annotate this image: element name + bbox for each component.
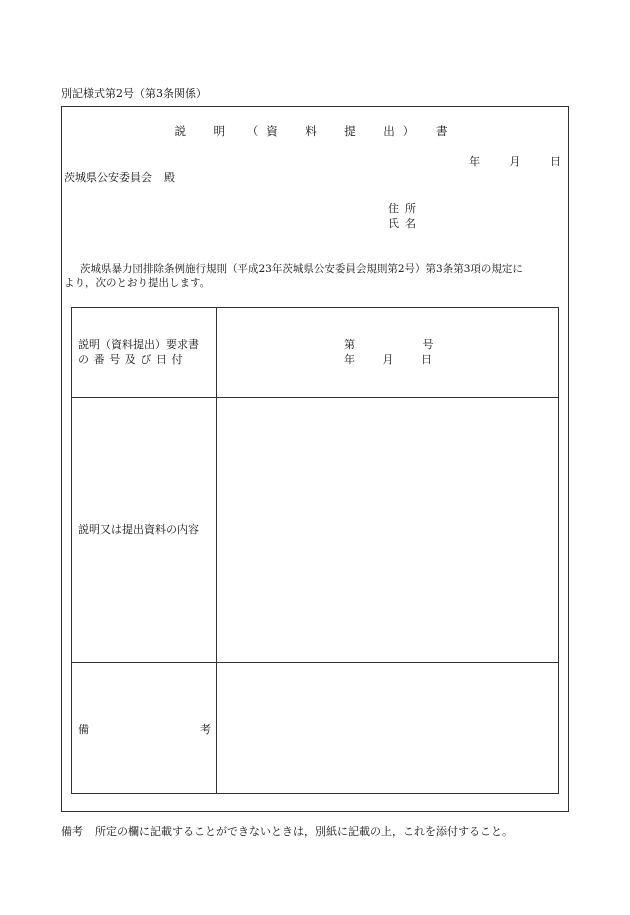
request-number-label-line2: の番号及び日付 <box>78 353 188 366</box>
table-row-divider <box>71 662 559 663</box>
addressee <box>64 172 175 183</box>
footer-note-text: 所定の欄に記載することができないときは，別紙に記載の上，これを添付すること。 <box>95 825 513 838</box>
footer-note-label: 備考 <box>61 825 83 838</box>
request-date-field: 年 月 日 <box>344 353 432 366</box>
request-number-field: 第 号 <box>344 338 434 351</box>
request-number-label: 説明（資料提出）要求書 <box>78 338 199 351</box>
addressee-suffix: 殿 <box>164 171 175 184</box>
footer-note <box>61 826 513 837</box>
name-label: 氏名 <box>388 217 422 230</box>
body-text-line2: より，次のとおり提出します。 <box>64 277 211 289</box>
form-number-label: 別記様式第2号（第3条関係） <box>61 87 207 100</box>
body-text-line1: 茨城県暴力団排除条例施行規則（平成23年茨城県公安委員会規則第2号）第3条第3項の規定に <box>80 263 523 275</box>
submission-date: 年 月 日 <box>469 155 561 168</box>
form-title: 説 明 （資 料 提 出） 書 <box>174 124 456 138</box>
details-table <box>71 307 559 794</box>
table-column-divider <box>216 307 217 794</box>
remarks-label-left: 備 <box>78 723 89 736</box>
address-label: 住所 <box>388 202 422 215</box>
table-row-divider <box>71 397 559 398</box>
remarks-label-right: 考 <box>200 723 211 736</box>
content-label: 説明又は提出資料の内容 <box>78 523 199 536</box>
addressee-name: 茨城県公安委員会 <box>64 171 152 184</box>
